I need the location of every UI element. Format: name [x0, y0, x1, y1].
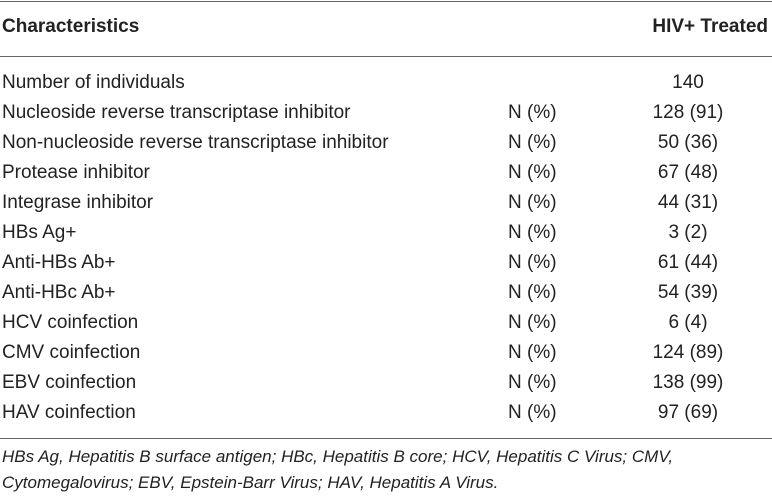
row-value: 138 (99) — [652, 372, 724, 393]
table-footnote: HBs Ag, Hepatitis B surface antigen; HBc, Hepatitis B core; HCV, Hepatitis C Virus; CMV, Cytomegalovirus; EBV, Epstein-Barr Virus; HAV, Hepatitis A Virus. — [2, 447, 674, 492]
row-label: Non-nucleoside reverse transcriptase inhibitor — [2, 132, 389, 153]
row-label: Number of individuals — [2, 72, 185, 93]
row-unit: N (%) — [508, 342, 557, 363]
table-row — [0, 370, 772, 400]
row-unit: N (%) — [508, 252, 557, 273]
table-row — [0, 220, 772, 250]
row-value: 3 (2) — [668, 222, 708, 243]
table-row — [0, 160, 772, 190]
row-label: Anti-HBs Ab+ — [2, 252, 116, 273]
table-body — [0, 70, 772, 430]
row-unit: N (%) — [508, 372, 557, 393]
table-row — [0, 280, 772, 310]
row-value: 128 (91) — [652, 102, 724, 123]
row-value: 54 (39) — [657, 282, 719, 303]
row-unit: N (%) — [508, 222, 557, 243]
row-label: Anti-HBc Ab+ — [2, 282, 116, 303]
row-unit: N (%) — [508, 192, 557, 213]
row-label: Nucleoside reverse transcriptase inhibitor — [2, 102, 351, 123]
row-value: 44 (31) — [657, 192, 719, 213]
table-row — [0, 100, 772, 130]
header-hiv-treated: HIV+ Treated — [652, 16, 768, 37]
table-row — [0, 400, 772, 430]
table-row — [0, 250, 772, 280]
row-value: 97 (69) — [657, 402, 719, 423]
table-top-rule — [0, 1, 772, 2]
table-row — [0, 130, 772, 160]
row-value: 6 (4) — [668, 312, 708, 333]
row-unit: N (%) — [508, 162, 557, 183]
row-value: 61 (44) — [657, 252, 719, 273]
table-header-rule — [0, 56, 772, 57]
row-value: 67 (48) — [657, 162, 719, 183]
row-unit: N (%) — [508, 312, 557, 333]
table-bottom-rule — [0, 438, 772, 439]
row-unit: N (%) — [508, 132, 557, 153]
row-value: 140 — [672, 72, 704, 93]
row-label: HAV coinfection — [2, 402, 136, 423]
row-unit: N (%) — [508, 282, 557, 303]
table-row — [0, 340, 772, 370]
row-unit: N (%) — [508, 102, 557, 123]
table-row — [0, 70, 772, 100]
row-label: Integrase inhibitor — [2, 192, 154, 213]
row-label: Protease inhibitor — [2, 162, 150, 183]
row-value: 50 (36) — [657, 132, 719, 153]
row-label: CMV coinfection — [2, 342, 141, 363]
row-value: 124 (89) — [652, 342, 724, 363]
row-unit: N (%) — [508, 402, 557, 423]
row-label: HCV coinfection — [2, 312, 139, 333]
table-header-row — [0, 16, 772, 42]
row-label: EBV coinfection — [2, 372, 137, 393]
table-row — [0, 190, 772, 220]
row-label: HBs Ag+ — [2, 222, 77, 243]
table-row — [0, 310, 772, 340]
header-characteristics: Characteristics — [2, 16, 140, 37]
